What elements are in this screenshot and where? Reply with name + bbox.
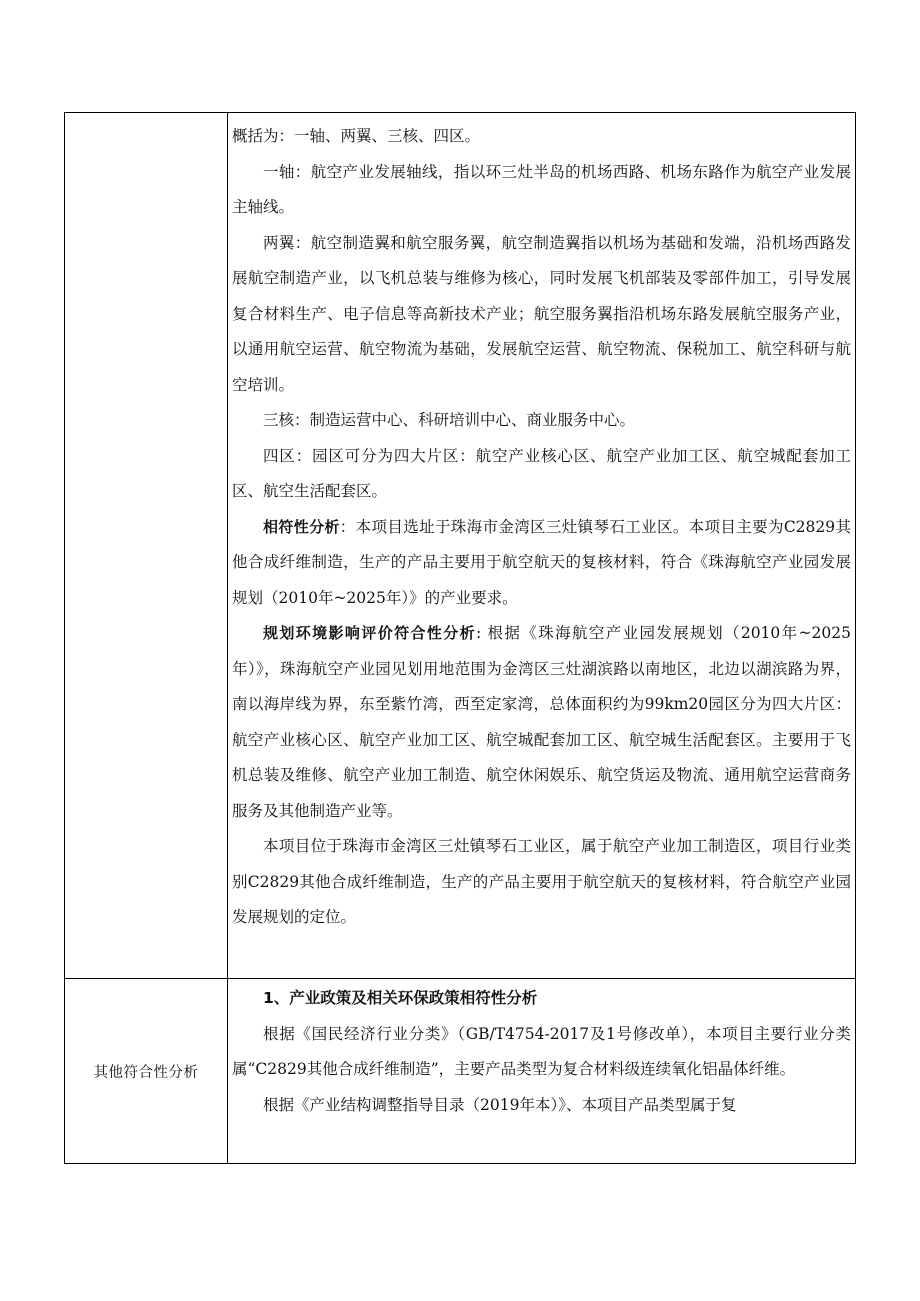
- table-row-other: [64, 978, 856, 1164]
- row-label-other-compliance: 其他符合性分析: [65, 979, 228, 1163]
- paragraph-eia-analysis: [232, 616, 851, 829]
- paragraph-zones: 四区：园区可分为四大片区：航空产业核心区、航空产业加工区、航空城配套加工区、航空生活配套区。: [232, 446, 851, 500]
- paragraph-industry-classification: 根据《国民经济行业分类》（GB/T4754-2017及1号修改单），本项目主要行业分类属“C2829其他合成纤维制造”，主要产品类型为复合材料级连续氧化铝晶体纤维。: [232, 1024, 851, 1078]
- compliance-analysis-title: 相符性分析: [263, 517, 340, 536]
- paragraph-axis: 一轴：航空产业发展轴线，指以环三灶半岛的机场西路、机场东路作为航空产业发展主轴线。: [232, 162, 851, 216]
- planning-content: [228, 113, 855, 978]
- row-label-empty: [65, 113, 228, 978]
- paragraph-compliance-analysis: [232, 510, 851, 617]
- paragraph-wings: 两翼：航空制造翼和航空服务翼，航空制造翼指以机场为基础和发端，沿机场西路发展航空制造产业，以飞机总装与维修为核心，同时发展飞机部装及零部件加工，引导发展复合材料生产、电子信息等高新技术产业；航空服务翼指沿机场东路发展航空服务产业，以通用航空运营、航空物流为基础，发展航空运营、航空物流、保税加工、航空科研与航空培训。: [232, 233, 851, 394]
- section-heading-industry-policy: 1、产业政策及相关环保政策相符性分析: [263, 989, 538, 1007]
- paragraph-structure-catalog: 根据《产业结构调整指导目录（2019年本）》、本项目产品类型属于复: [263, 1095, 737, 1114]
- table-row-planning: [64, 112, 856, 978]
- eia-analysis-text: : 根据《珠海航空产业园发展规划（2010年~2025年）》，珠海航空产业园见划用地范围为金湾区三灶湖滨路以南地区，北边以湖滨路为界，南以海岸线为界，东至紫竹湾，西至定家湾，总体面积约为99km20园区分为四大片区：航空产业核心区、航空产业加工区、航空城配套加工区、航空城生活配套区。主要用于飞机总装及维修、航空产业加工制造、航空休闲娱乐、航空货运及物流、通用航空运营商务服务及其他制造产业等。: [232, 624, 851, 820]
- compliance-table: [64, 112, 856, 1164]
- eia-analysis-title: 规划环境影响评价符合性分析: [263, 624, 477, 642]
- other-content: [228, 979, 855, 1163]
- paragraph-cores: 三核：制造运营中心、科研培训中心、商业服务中心。: [263, 411, 636, 429]
- paragraph-summary: 概括为：一轴、两翼、三核、四区。: [232, 127, 481, 145]
- compliance-analysis-text: ：本项目选址于珠海市金湾区三灶镇琴石工业区。本项目主要为C2829其他合成纤维制造，生产的产品主要用于航空航天的复核材料，符合《珠海航空产业园发展规划（2010年~2025年）》的产业要求。: [232, 517, 851, 607]
- paragraph-closing: 本项目位于珠海市金湾区三灶镇琴石工业区，属于航空产业加工制造区，项目行业类别C2829其他合成纤维制造，生产的产品主要用于航空航天的复核材料，符合航空产业园发展规划的定位。: [232, 837, 851, 926]
